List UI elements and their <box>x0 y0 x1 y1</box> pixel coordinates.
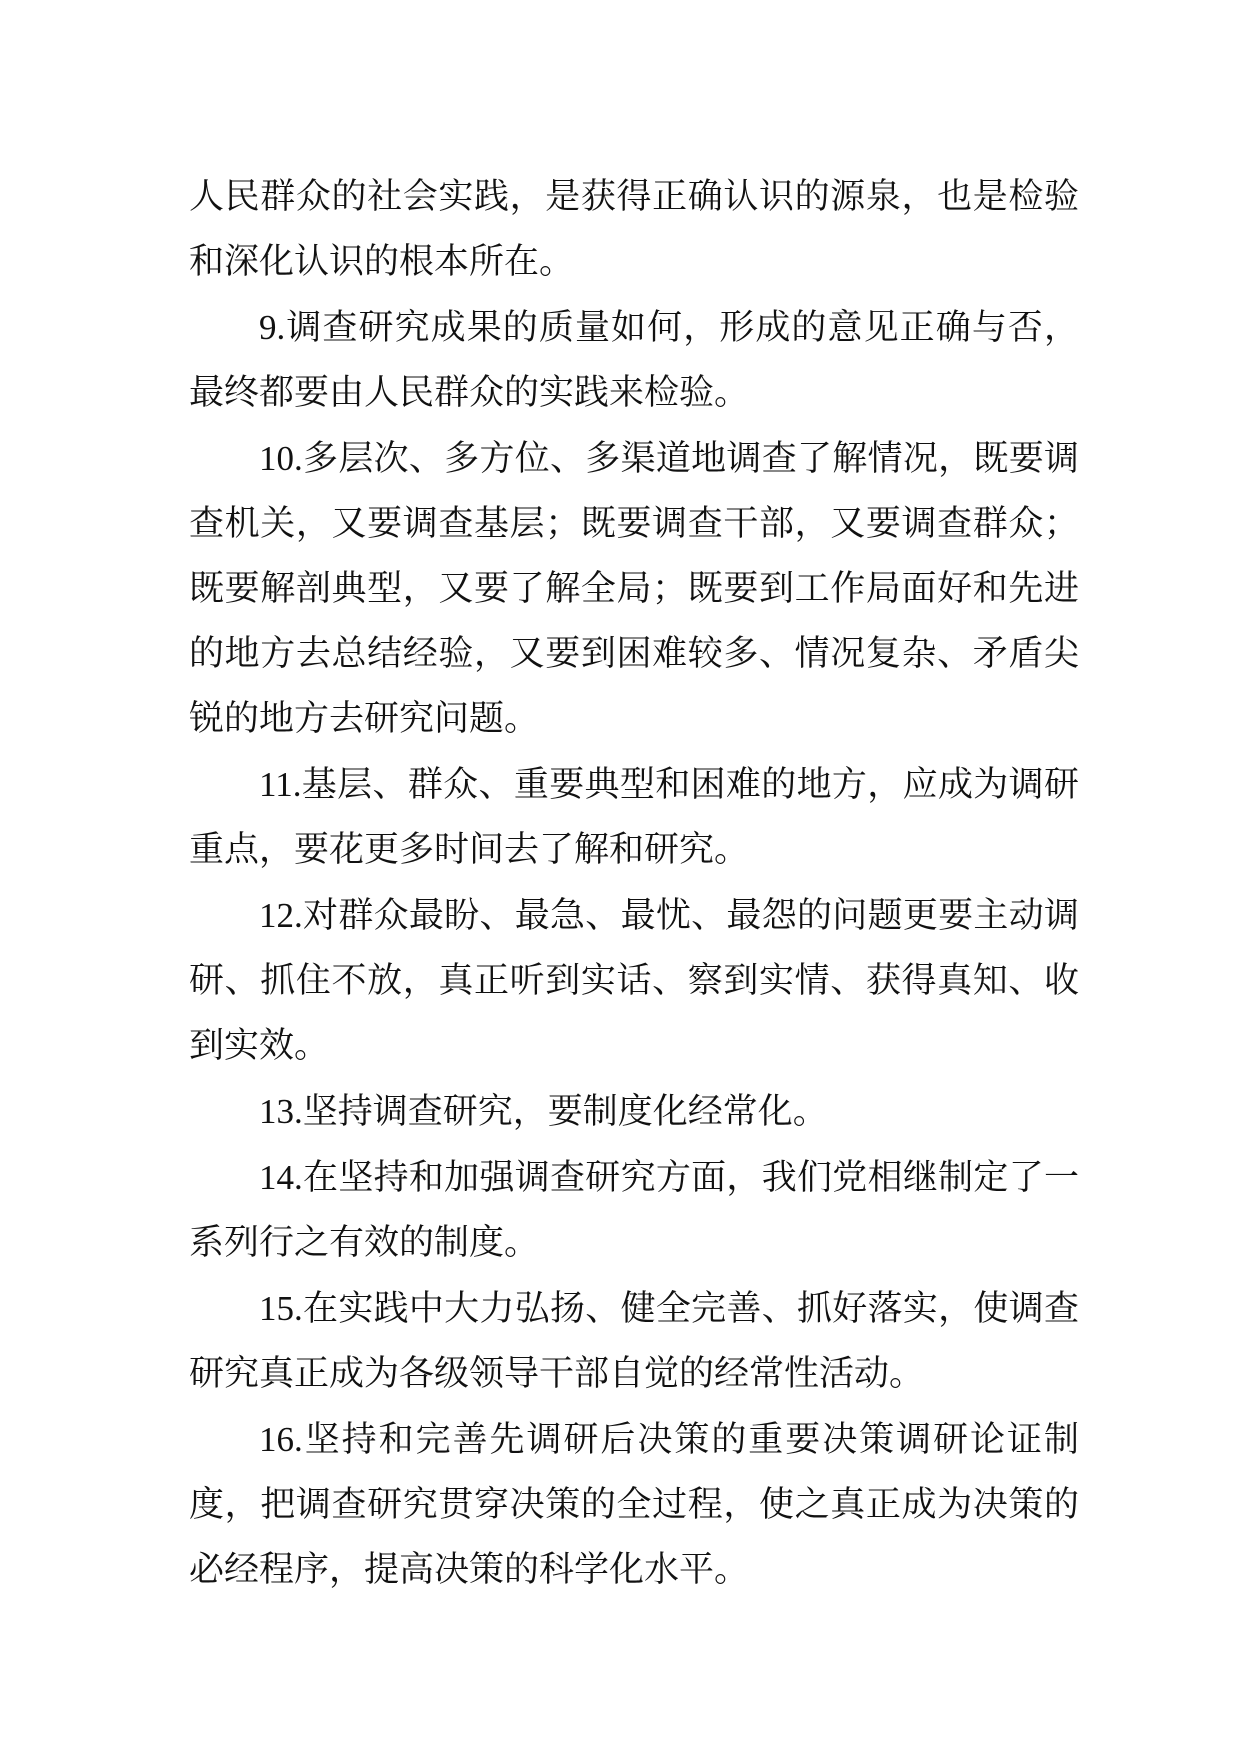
paragraph-9 <box>189 295 1079 426</box>
document-body <box>189 165 1079 1603</box>
paragraph-15 <box>189 1276 1079 1407</box>
paragraph-16 <box>189 1407 1079 1603</box>
paragraph-number: 13. <box>259 1092 303 1131</box>
paragraph-0 <box>189 165 1079 295</box>
paragraph-number: 11. <box>259 765 302 804</box>
paragraph-14 <box>189 1145 1079 1276</box>
paragraph-text: 基层、群众、重要典型和困难的地方，应成为调研重点，要花更多时间去了解和研究。 <box>189 765 1079 870</box>
paragraph-13 <box>189 1079 1079 1145</box>
paragraph-number: 9. <box>259 308 286 347</box>
paragraph-number: 12. <box>259 896 303 935</box>
paragraph-text: 对群众最盼、最急、最忧、最怨的问题更要主动调研、抓住不放，真正听到实话、察到实情、获得真知、收到实效。 <box>189 896 1079 1066</box>
paragraph-10 <box>189 426 1079 752</box>
paragraph-text: 人民群众的社会实践，是获得正确认识的源泉，也是检验和深化认识的根本所在。 <box>189 177 1079 282</box>
paragraph-text: 在实践中大力弘扬、健全完善、抓好落实，使调查研究真正成为各级领导干部自觉的经常性活动。 <box>189 1289 1079 1394</box>
paragraph-text: 调查研究成果的质量如何，形成的意见正确与否，最终都要由人民群众的实践来检验。 <box>189 308 1079 413</box>
paragraph-number: 16. <box>259 1420 303 1459</box>
paragraph-number: 15. <box>259 1289 303 1328</box>
paragraph-text: 多层次、多方位、多渠道地调查了解情况，既要调查机关，又要调查基层；既要调查干部，又要调查群众；既要解剖典型，又要了解全局；既要到工作局面好和先进的地方去总结经验，又要到困难较多、情况复杂、矛盾尖锐的地方去研究问题。 <box>189 439 1079 739</box>
paragraph-number: 10. <box>259 439 303 478</box>
paragraph-number: 14. <box>259 1158 303 1197</box>
paragraph-text: 在坚持和加强调查研究方面，我们党相继制定了一系列行之有效的制度。 <box>189 1158 1079 1263</box>
paragraph-11 <box>189 752 1079 883</box>
paragraph-text: 坚持调查研究，要制度化经常化。 <box>302 1092 828 1132</box>
paragraph-text: 坚持和完善先调研后决策的重要决策调研论证制度，把调查研究贯穿决策的全过程，使之真正成为决策的必经程序，提高决策的科学化水平。 <box>189 1420 1079 1590</box>
paragraph-12 <box>189 883 1079 1079</box>
